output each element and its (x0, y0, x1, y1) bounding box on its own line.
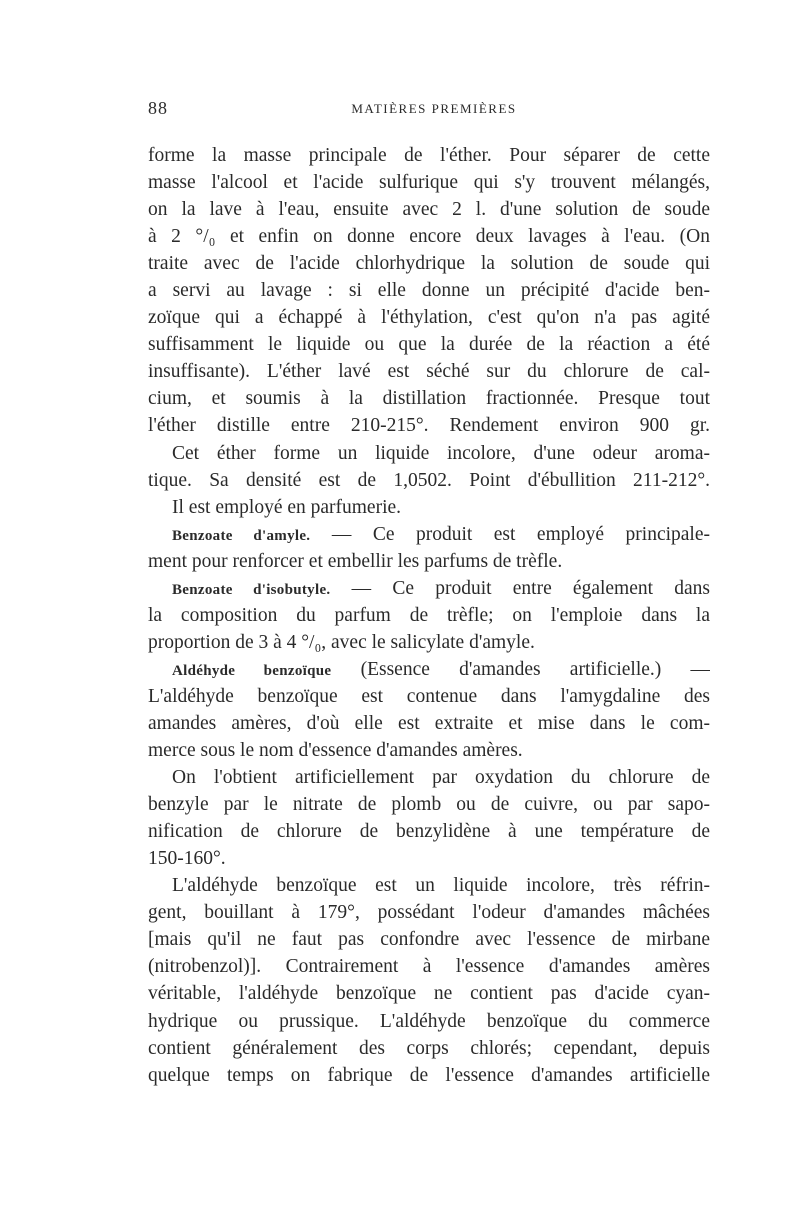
text-line: benzyle par le nitrate de plomb ou de cuivre, ou par sapo- (148, 794, 710, 816)
text-line: gent, bouillant à 179°, possédant l'odeur d'amandes mâchées (148, 902, 710, 924)
text-line: on la lave à l'eau, ensuite avec 2 l. d'une solution de soude (148, 199, 710, 221)
text-line: nification de chlorure de benzylidène à une température de (148, 821, 710, 843)
text-line: contient généralement des corps chlorés; cependant, depuis (148, 1037, 710, 1059)
text-line (148, 521, 710, 548)
section-heading: Benzoate d'isobutyle. (172, 581, 331, 598)
page-number: 88 (148, 98, 168, 118)
text-line: ment pour renforcer et embellir les parfums de trèfle. (148, 550, 563, 572)
text-line: forme la masse principale de l'éther. Pour séparer de cette (148, 145, 710, 166)
text-line: proportion de 3 à 4 °/₀, avec le salicylate d'amyle. (148, 631, 535, 653)
text-line: (nitrobenzol)]. Contrairement à l'essence d'amandes amères (148, 956, 710, 978)
text-line: tique. Sa densité est de 1,0502. Point d'ébullition 211-212°. (148, 469, 710, 491)
body-text (148, 142, 710, 1089)
text-line: Il est employé en parfumerie. (172, 496, 402, 518)
text-line: traite avec de l'acide chlorhydrique la solution de soude qui (148, 253, 710, 275)
text-line: L'aldéhyde benzoïque est contenue dans l'amygdaline des (148, 685, 710, 707)
text-line: [mais qu'il ne faut pas confondre avec l'essence de mirbane (148, 929, 710, 951)
text-line: masse l'alcool et l'acide sulfurique qui s'y trouvent mélangés, (148, 172, 710, 194)
text-line: véritable, l'aldéhyde benzoïque ne contient pas d'acide cyan- (148, 983, 710, 1005)
text-line: Cet éther forme un liquide incolore, d'une odeur aroma- (172, 442, 710, 464)
text-line: merce sous le nom d'essence d'amandes amères. (148, 740, 523, 762)
text-line: à 2 °/₀ et enfin on donne encore deux lavages à l'eau. (On (148, 226, 710, 248)
text-line: insuffisante). L'éther lavé est séché sur du chlorure de cal- (148, 361, 710, 383)
section-heading: Aldéhyde benzoïque (172, 662, 332, 679)
text-line: quelque temps on fabrique de l'essence d'amandes artificielle (148, 1064, 710, 1086)
text-line (148, 575, 710, 602)
text-line: la composition du parfum de trèfle; on l'emploie dans la (148, 604, 710, 626)
text-line: On l'obtient artificiellement par oxydation du chlorure de (172, 767, 710, 789)
text-line: suffisamment le liquide ou que la durée de la réaction a été (148, 334, 710, 356)
text-line: cium, et soumis à la distillation fractionnée. Presque tout (148, 388, 710, 410)
text-line: l'éther distille entre 210-215°. Rendement environ 900 gr. (148, 415, 710, 437)
text-line: a servi au lavage : si elle donne un précipité d'acide ben- (148, 280, 710, 302)
text-line: 150-160°. (148, 848, 226, 870)
line-text: (Essence d'amandes artificielle.) — (331, 658, 710, 680)
line-text: — Ce produit entre également dans (330, 577, 710, 599)
running-head (148, 98, 710, 122)
text-line: amandes amères, d'où elle est extraite et mise dans le com- (148, 712, 710, 734)
line-text: — Ce produit est employé principale- (310, 523, 710, 545)
section-heading: Benzoate d'amyle. (172, 527, 311, 544)
running-title: MATIÈRES PREMIÈRES (351, 101, 517, 116)
text-line: L'aldéhyde benzoïque est un liquide incolore, très réfrin- (172, 875, 710, 897)
text-line: hydrique ou prussique. L'aldéhyde benzoïque du commerce (148, 1010, 710, 1032)
text-line: zoïque qui a échappé à l'éthylation, c'est qu'on n'a pas agité (148, 307, 710, 329)
text-line (148, 656, 710, 683)
